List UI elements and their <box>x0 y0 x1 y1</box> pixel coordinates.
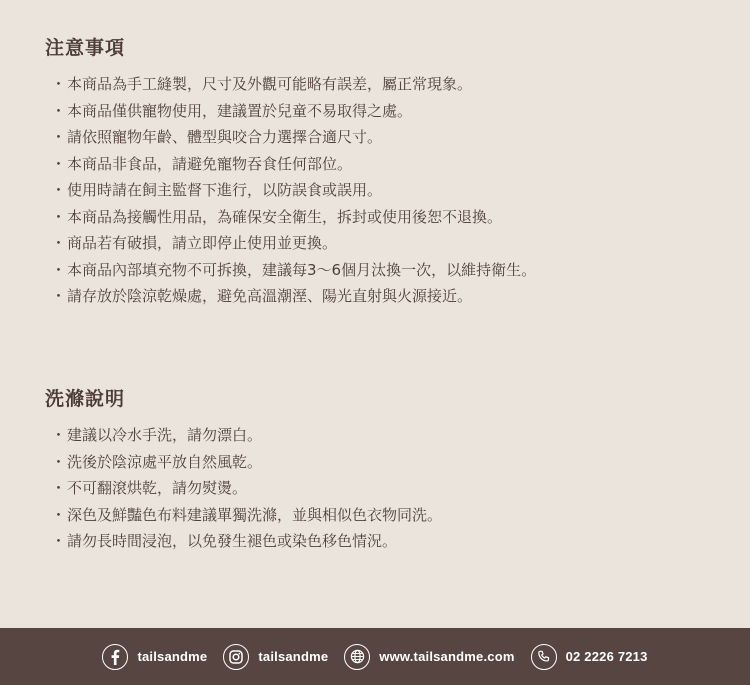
facebook-icon <box>102 644 128 670</box>
care-title: 注意事項 <box>45 37 126 59</box>
list-item <box>45 71 730 98</box>
bullet: ・ <box>51 532 67 550</box>
bullet: ・ <box>51 181 67 199</box>
list-item-text: 本商品非食品，請避免寵物吞食任何部位。 <box>67 154 353 173</box>
list-item-text: 請勿長時間浸泡，以免發生褪色或染色移色情況。 <box>67 532 398 550</box>
bullet: ・ <box>51 101 67 120</box>
bullet: ・ <box>51 234 67 252</box>
bullet: ・ <box>51 75 67 93</box>
instagram-icon <box>223 644 249 670</box>
list-item <box>45 177 730 204</box>
list-item <box>45 475 730 502</box>
bullet: ・ <box>51 426 67 444</box>
list-item-text: 洗後於陰涼處平放自然風乾。 <box>67 452 263 471</box>
wash-section <box>45 384 730 555</box>
bullet: ・ <box>51 479 67 497</box>
list-item-text: 請存放於陰涼乾燥處，避免高溫潮溼、陽光直射與火源接近。 <box>67 287 473 305</box>
list-item-text: 建議以冷水手洗，請勿漂白。 <box>67 426 263 444</box>
phone-link[interactable] <box>531 644 648 670</box>
list-item-text: 請依照寵物年齡、體型與咬合力選擇合適尺寸。 <box>67 128 383 146</box>
list-item <box>45 98 730 125</box>
website-link[interactable] <box>344 644 514 670</box>
list-item-text: 本商品內部填充物不可拆換，建議每3〜6個月汰換一次，以維持衛生。 <box>67 260 537 279</box>
list-item <box>45 257 730 284</box>
list-item <box>45 449 730 476</box>
list-item-text: 不可翻滾烘乾，請勿熨燙。 <box>67 479 248 497</box>
list-item <box>45 502 730 529</box>
list-item-text: 本商品為接觸性用品，為確保安全衛生，拆封或使用後恕不退換。 <box>67 207 503 226</box>
list-item-text: 本商品為手工縫製，尺寸及外觀可能略有誤差，屬正常現象。 <box>67 75 473 93</box>
facebook-handle: tailsandme <box>137 649 208 664</box>
bullet: ・ <box>51 260 67 279</box>
bullet: ・ <box>51 154 67 173</box>
globe-icon <box>344 644 370 670</box>
list-item <box>45 204 730 231</box>
instagram-handle: tailsandme <box>258 649 329 664</box>
list-item <box>45 230 730 257</box>
list-item-text: 商品若有破損，請立即停止使用並更換。 <box>67 234 338 252</box>
list-item-text: 本商品僅供寵物使用，建議置於兒童不易取得之處。 <box>67 101 413 120</box>
list-item-text: 深色及鮮豔色布料建議單獨洗滌，並與相似色衣物同洗。 <box>67 505 443 524</box>
bullet: ・ <box>51 287 67 305</box>
bullet: ・ <box>51 207 67 226</box>
list-item <box>45 151 730 178</box>
care-list <box>45 71 730 310</box>
list-item <box>45 528 730 555</box>
bullet: ・ <box>51 505 67 524</box>
list-item-text: 使用時請在飼主監督下進行，以防誤食或誤用。 <box>67 181 383 199</box>
contact-footer <box>0 628 750 685</box>
bullet: ・ <box>51 452 67 471</box>
phone-number: 02 2226 7213 <box>565 649 648 664</box>
list-item <box>45 422 730 449</box>
wash-list <box>45 422 730 555</box>
phone-icon <box>531 644 557 670</box>
care-section <box>45 33 730 310</box>
wash-title: 洗滌說明 <box>45 388 126 410</box>
facebook-link[interactable] <box>102 644 207 670</box>
bullet: ・ <box>51 128 67 146</box>
list-item <box>45 124 730 151</box>
instagram-link[interactable] <box>223 644 328 670</box>
list-item <box>45 283 730 310</box>
website-url: www.tailsandme.com <box>379 649 515 664</box>
